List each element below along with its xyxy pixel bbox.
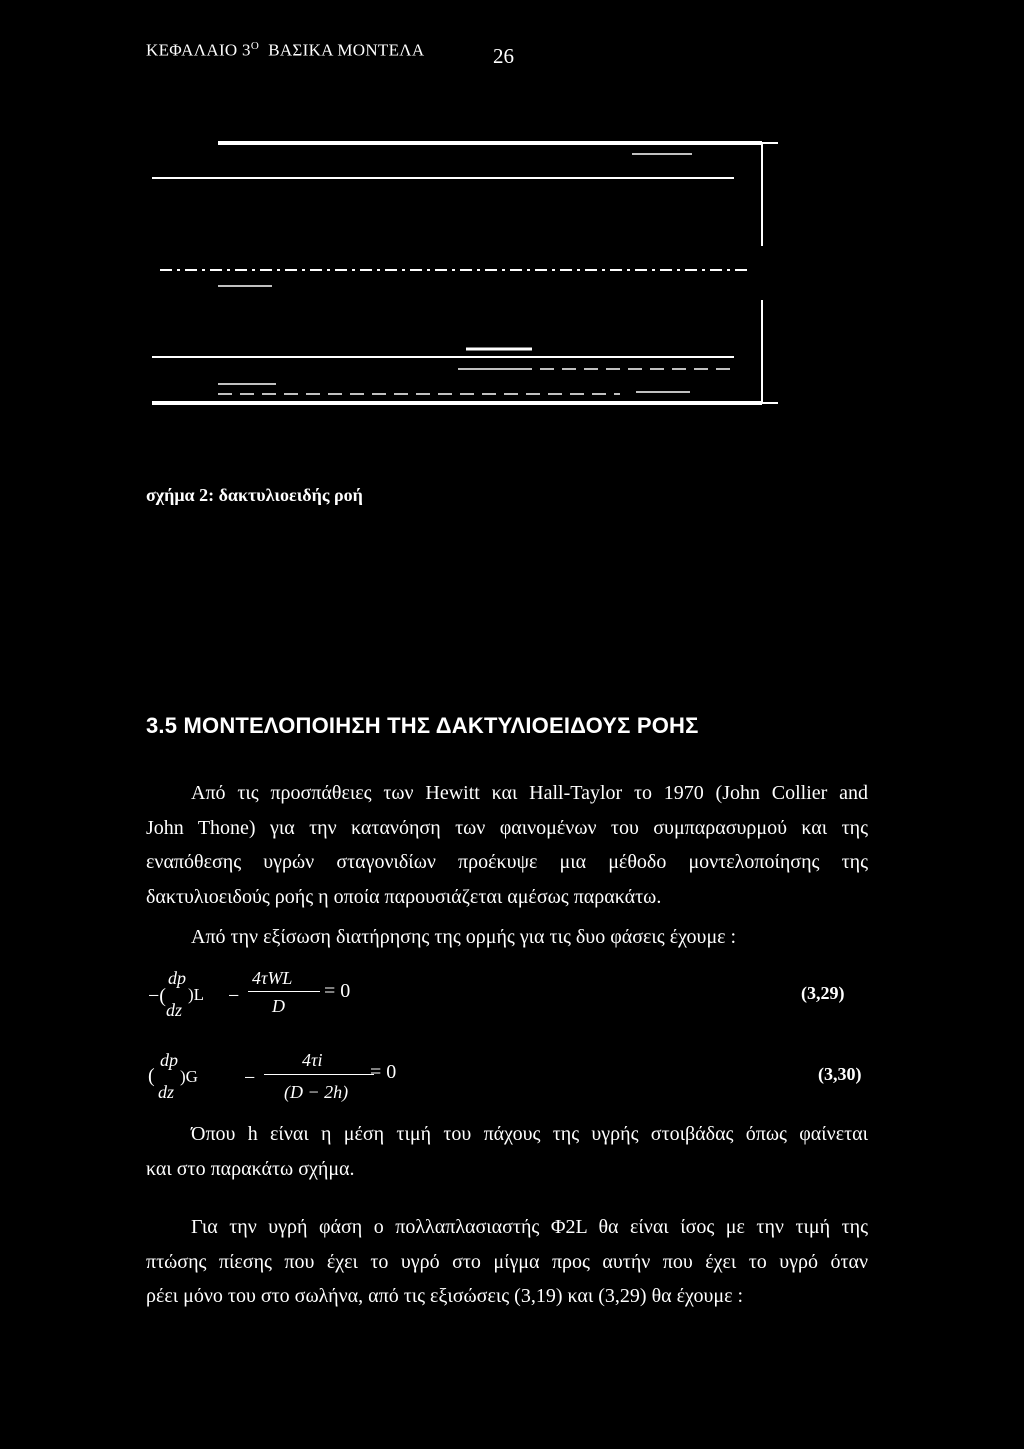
text-line: πτώσης πίεσης που έχει το υγρό στο μίγμα προς αυτήν που έχει το υγρό όταν — [146, 1250, 868, 1273]
eq-denominator: (D − 2h) — [284, 1082, 349, 1102]
text-line: John Thone) για την κατανόηση των φαινομένων του συμπαρασυρμού και της — [146, 816, 868, 839]
eq-subscript: )L — [188, 985, 205, 1004]
eq-prefix: −( — [148, 985, 166, 1007]
eq-minus: − — [228, 985, 240, 1007]
eq-numerator: 4τi — [302, 1050, 323, 1070]
eq-denominator: dz — [166, 1000, 183, 1020]
eq-denominator: dz — [158, 1082, 175, 1102]
figure-caption: σχήμα 2: δακτυλιοειδής ροή — [146, 485, 363, 505]
text-line: Από τις προσπάθειες των Hewitt και Hall-Taylor το 1970 (John Collier and — [191, 782, 868, 804]
eq-numerator: dp — [160, 1050, 178, 1070]
eq-subscript: )G — [180, 1067, 198, 1086]
eq-minus: − — [244, 1067, 256, 1089]
chapter-label: ΚΕΦΑΛΑΙΟ 3 — [146, 40, 251, 60]
text-line: ρέει μόνο του στο σωλήνα, από τις εξισώσεις (3,19) και (3,29) θα έχουμε : — [146, 1285, 744, 1307]
paragraph-momentum: Από την εξίσωση διατήρησης της ορμής για τις δυο φάσεις έχουμε : — [191, 926, 737, 948]
paragraph-thickness — [146, 1117, 868, 1186]
text-line: δακτυλιοειδούς ροής η οποία παρουσιάζεται αμέσως παρακάτω. — [146, 885, 662, 908]
eq-denominator: D — [272, 996, 285, 1016]
text-line: εναπόθεσης υγρών σταγονιδίων προέκυψε μια μέθοδο μοντελοποίησης της — [146, 851, 868, 873]
equation-number: (3,30) — [818, 1064, 862, 1084]
paragraph-intro — [146, 776, 868, 914]
annular-flow-diagram — [0, 0, 1024, 470]
text-line: και στο παρακάτω σχήμα. — [146, 1157, 355, 1180]
eq-numerator: 4τWL — [252, 968, 293, 988]
eq-rhs: = 0 — [324, 980, 351, 1002]
text-line: Όπου h είναι η μέση τιμή του πάχους της υγρής στοιβάδας όπως φαίνεται — [191, 1123, 868, 1145]
fraction-bar — [264, 1074, 374, 1075]
fraction-bar — [248, 991, 320, 992]
eq-numerator: dp — [168, 968, 186, 988]
text-line: Για την υγρή φάση ο πολλαπλασιαστής Φ2L θα είναι ίσος με την τιμή της — [191, 1216, 868, 1238]
chapter-superscript: Ο — [250, 40, 260, 52]
page-number: 26 — [493, 44, 514, 68]
chapter-title: ΒΑΣΙΚΑ ΜΟΝΤΕΛΑ — [268, 40, 425, 60]
paragraph-multiplier — [146, 1210, 868, 1314]
eq-rhs: = 0 — [370, 1061, 397, 1083]
eq-prefix: ( — [148, 1065, 155, 1087]
equation-number: (3,29) — [801, 983, 845, 1003]
section-title: 3.5 ΜΟΝΤΕΛΟΠΟΙΗΣΗ ΤΗΣ ΔΑΚΤΥΛΙΟΕΙΔΟΥΣ ΡΟΗΣ — [146, 713, 699, 738]
